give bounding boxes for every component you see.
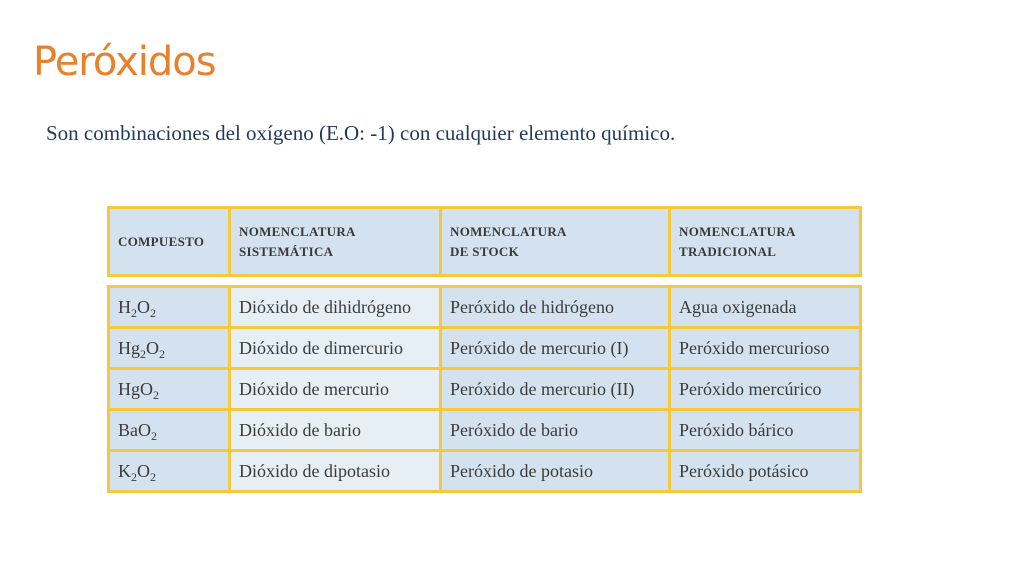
tradicional-cell: Peróxido mercurioso xyxy=(671,329,859,367)
sistematica-cell: Dióxido de dimercurio xyxy=(231,329,439,367)
formula-cell: BaO$_2$ xyxy=(110,411,228,449)
header-stock: NOMENCLATURA DE STOCK xyxy=(442,209,668,274)
header-tradicional: NOMENCLATURA TRADICIONAL xyxy=(671,209,859,274)
stock-cell: Peróxido de mercurio (I) xyxy=(442,329,668,367)
table-row xyxy=(110,452,859,490)
tradicional-cell: Peróxido potásico xyxy=(671,452,859,490)
stock-cell: Peróxido de bario xyxy=(442,411,668,449)
tradicional-cell: Agua oxigenada xyxy=(671,288,859,326)
header-row xyxy=(110,209,859,274)
table-row xyxy=(110,411,859,449)
sistematica-cell: Dióxido de bario xyxy=(231,411,439,449)
table-header xyxy=(107,206,862,277)
sistematica-cell: Dióxido de mercurio xyxy=(231,370,439,408)
table-row xyxy=(110,370,859,408)
table-row xyxy=(110,329,859,367)
header-compuesto: COMPUESTO xyxy=(110,209,228,274)
formula-cell: $K_2O_2$ xyxy=(110,452,228,490)
header-sistematica: NOMENCLATURA SISTEMÁTICA xyxy=(231,209,439,274)
sistematica-cell: Dióxido de dipotasio xyxy=(231,452,439,490)
stock-cell: Peróxido de mercurio (II) xyxy=(442,370,668,408)
formula-cell: HgO$_2$ xyxy=(110,370,228,408)
tradicional-cell: Peróxido mercúrico xyxy=(671,370,859,408)
formula-cell: $Hg_2O_2$ xyxy=(110,329,228,367)
table-row xyxy=(110,288,859,326)
slide-title: Peróxidos xyxy=(33,39,216,85)
sistematica-cell: Dióxido de dihidrógeno xyxy=(231,288,439,326)
stock-cell: Peróxido de potasio xyxy=(442,452,668,490)
stock-cell: Peróxido de hidrógeno xyxy=(442,288,668,326)
formula-cell: $H_2O_2$ xyxy=(110,288,228,326)
tradicional-cell: Peróxido bárico xyxy=(671,411,859,449)
table-body xyxy=(107,285,862,493)
slide-subtitle: Son combinaciones del oxígeno (E.O: -1) con cualquier elemento químico. xyxy=(46,121,676,145)
